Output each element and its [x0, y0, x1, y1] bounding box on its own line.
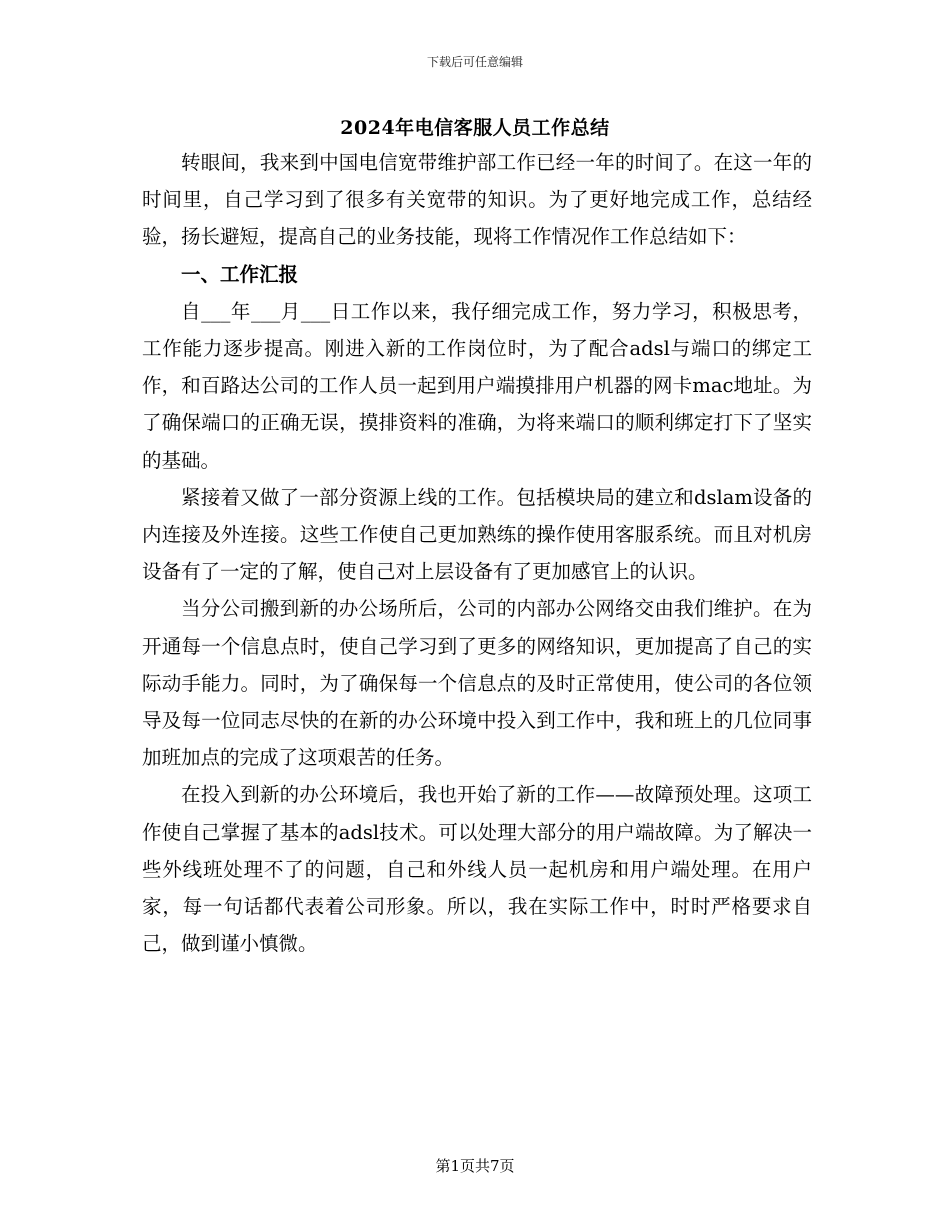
page-number-footer: 第1页共7页	[435, 1157, 515, 1175]
body-paragraph-3: 当分公司搬到新的办公场所后，公司的内部办公网络交由我们维护。在为开通每一个信息点时，使自己学习到了更多的网络知识，更加提高了自己的实际动手能力。同时，为了确保每一个信息点的及时正常使用，使公司的各位领导及每一位同志尽快的在新的办公环境中投入到工作中，我和班上的几位同事加班加点的完成了这项艰苦的任务。	[142, 597, 812, 770]
document-title: 2024年电信客服人员工作总结	[340, 117, 610, 139]
body-paragraph-4: 在投入到新的办公环境后，我也开始了新的工作——故障预处理。这项工作使自己掌握了基本的adsl技术。可以处理大部分的用户端故障。为了解决一些外线班处理不了的问题，自己和外线人员一起机房和用户端处理。在用户家，每一句话都代表着公司形象。所以，我在实际工作中，时时严格要求自己，做到谨小慎微。	[142, 783, 812, 956]
body-paragraph-2: 紧接着又做了一部分资源上线的工作。包括模块局的建立和dslam设备的内连接及外连接。这些工作使自己更加熟练的操作使用客服系统。而且对机房设备有了一定的了解，使自己对上层设备有了更加感官上的认识。	[142, 485, 812, 584]
body-paragraph-1: 自___年___月___日工作以来，我仔细完成工作，努力学习，积极思考，工作能力逐步提高。刚进入新的工作岗位时，为了配合adsl与端口的绑定工作，和百路达公司的工作人员一起到用户端摸排用户机器的网卡mac地址。为了确保端口的正确无误，摸排资料的准确，为将来端口的顺利绑定打下了坚实的基础。	[142, 299, 812, 472]
intro-paragraph: 转眼间，我来到中国电信宽带维护部工作已经一年的时间了。在这一年的时间里，自己学习到了很多有关宽带的知识。为了更好地完成工作，总结经验，扬长避短，提高自己的业务技能，现将工作情况作工作总结如下：	[142, 151, 812, 249]
document-body	[142, 144, 812, 962]
page-header-note: 下载后可任意编辑	[426, 55, 523, 69]
section-heading: 一、工作汇报	[181, 262, 299, 286]
